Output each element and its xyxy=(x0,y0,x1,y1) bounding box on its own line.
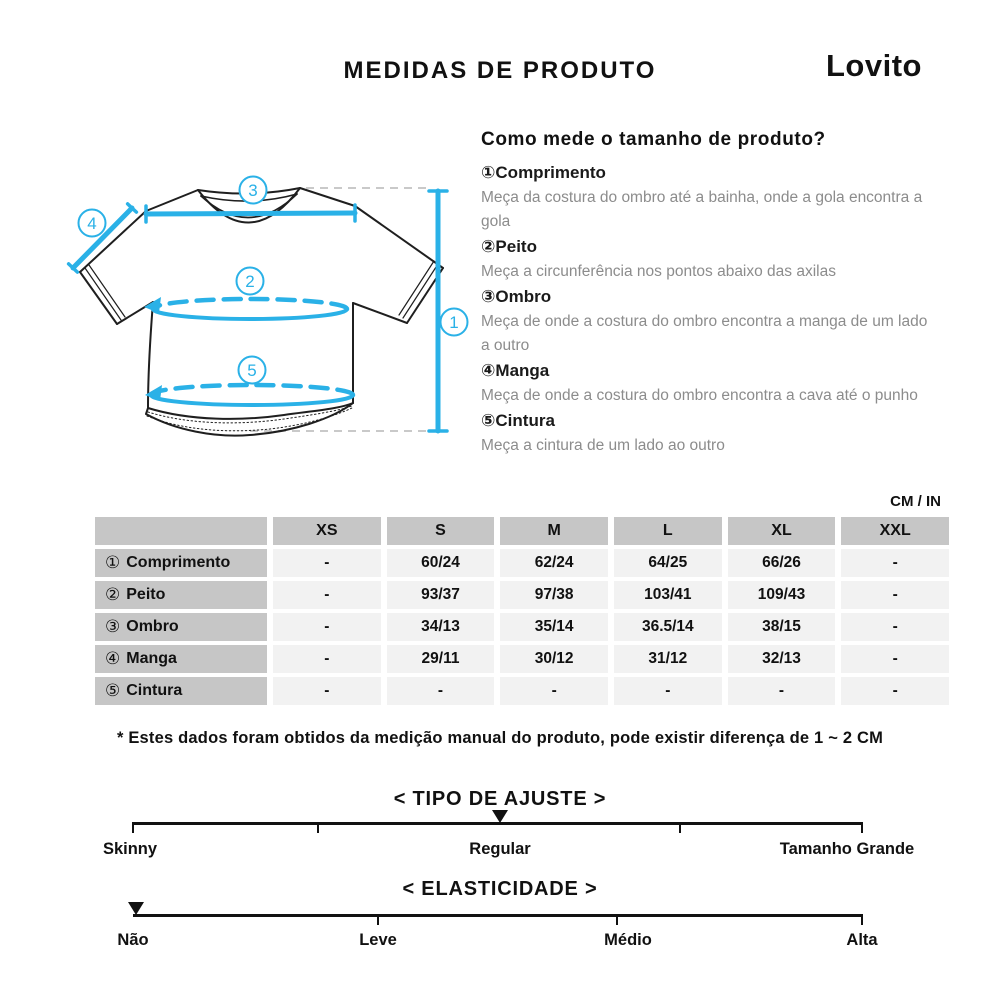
table-cell: 66/26 xyxy=(728,549,836,577)
guide-item-num: ④ xyxy=(481,361,496,380)
fit-type-scale xyxy=(133,822,862,825)
row-label-text: Peito xyxy=(126,586,166,603)
row-label-manga xyxy=(95,645,267,673)
elasticity-label-leve: Leve xyxy=(359,931,397,949)
table-cell: 103/41 xyxy=(614,581,722,609)
scale-tick xyxy=(616,914,618,925)
row-label-text: Comprimento xyxy=(126,554,231,571)
guide-item-num: ② xyxy=(481,237,496,256)
fit-label-skinny: Skinny xyxy=(102,840,158,858)
fit-label-regular: Regular xyxy=(469,840,531,858)
table-cell: 36.5/14 xyxy=(614,613,722,641)
page-title: MEDIDAS DE PRODUTO xyxy=(343,57,657,84)
guide-item-name: Ombro xyxy=(495,287,552,306)
col-header-s: S xyxy=(387,517,495,545)
table-cell: - xyxy=(728,677,836,705)
table-cell: 64/25 xyxy=(614,549,722,577)
guide-item-name: Manga xyxy=(495,361,550,380)
row-label-comprimento xyxy=(95,549,267,577)
table-cell: - xyxy=(614,677,722,705)
measurement-marks xyxy=(69,191,447,431)
row-label-text: Manga xyxy=(126,650,177,667)
guide-item-num: ③ xyxy=(481,287,496,306)
guide-item-name: Cintura xyxy=(495,411,555,430)
scale-tick xyxy=(861,914,863,925)
elasticity-label-alta: Alta xyxy=(846,931,878,949)
measure-badge-5: 5 xyxy=(247,361,257,380)
table-cell: - xyxy=(387,677,495,705)
table-cell: - xyxy=(841,677,949,705)
table-cell: - xyxy=(273,549,381,577)
fit-label-tamanho-grande: Tamanho Grande xyxy=(779,840,915,858)
scale-tick xyxy=(317,822,319,833)
elasticity-marker xyxy=(128,902,144,915)
guide-heading: Como mede o tamanho de produto? xyxy=(481,129,826,150)
table-cell: 35/14 xyxy=(500,613,608,641)
measure-badge-3: 3 xyxy=(248,181,258,200)
guide-item-ombro xyxy=(481,284,940,358)
table-cell: - xyxy=(841,613,949,641)
table-cell: 60/24 xyxy=(387,549,495,577)
table-cell: 29/11 xyxy=(387,645,495,673)
scale-tick xyxy=(861,822,863,833)
table-cell: 30/12 xyxy=(500,645,608,673)
row-num: ⑤ xyxy=(105,681,121,700)
row-label-ombro xyxy=(95,613,267,641)
table-cell: 109/43 xyxy=(728,581,836,609)
col-header-xxl: XXL xyxy=(841,517,949,545)
table-cell: - xyxy=(841,645,949,673)
measurement-note: * Estes dados foram obtidos da medição manual do produto, pode existir diferença de 1 ~ 2 CM xyxy=(116,729,884,747)
table-cell: - xyxy=(273,613,381,641)
guide-item-num: ① xyxy=(481,163,496,182)
guide-item-cintura xyxy=(481,408,940,458)
guide-item-desc: Meça da costura do ombro até a bainha, onde a gola encontra a gola xyxy=(481,189,923,230)
elasticity-label-medio: Médio xyxy=(604,931,652,949)
tshirt-outline xyxy=(80,188,443,436)
table-cell: - xyxy=(273,581,381,609)
row-label-text: Ombro xyxy=(126,618,179,635)
table-cell: 38/15 xyxy=(728,613,836,641)
unit-label: CM / IN xyxy=(890,493,941,510)
measure-guide xyxy=(481,129,940,458)
row-num: ① xyxy=(105,553,121,572)
table-cell: - xyxy=(841,549,949,577)
guide-item-comprimento xyxy=(481,160,940,234)
measure-badge-2: 2 xyxy=(245,272,255,291)
measure-badge-4: 4 xyxy=(87,214,97,233)
scale-tick xyxy=(132,822,134,833)
chest-measure-ellipse xyxy=(153,309,347,319)
scale-tick xyxy=(679,822,681,833)
guide-item-manga xyxy=(481,358,940,408)
table-cell: - xyxy=(500,677,608,705)
col-header-l: L xyxy=(614,517,722,545)
row-label-text: Cintura xyxy=(126,682,183,699)
scale-tick xyxy=(377,914,379,925)
table-cell: 31/12 xyxy=(614,645,722,673)
table-cell: - xyxy=(273,645,381,673)
measure-badge-1: 1 xyxy=(449,313,459,332)
col-header-xl: XL xyxy=(728,517,836,545)
col-header-m: M xyxy=(500,517,608,545)
table-cell: - xyxy=(841,581,949,609)
guide-item-desc: Meça a cintura de um lado ao outro xyxy=(481,437,725,454)
table-corner-cell xyxy=(95,517,267,545)
guide-item-desc: Meça de onde a costura do ombro encontra a manga de um lado a outro xyxy=(481,313,928,354)
row-num: ③ xyxy=(105,617,121,636)
guide-item-desc: Meça de onde a costura do ombro encontra a cava até o punho xyxy=(481,387,918,404)
table-cell: - xyxy=(273,677,381,705)
elasticity-scale xyxy=(133,914,862,917)
guide-item-desc: Meça a circunferência nos pontos abaixo das axilas xyxy=(481,263,836,280)
guide-item-name: Peito xyxy=(495,237,537,256)
table-cell: 32/13 xyxy=(728,645,836,673)
fit-type-title: < TIPO DE AJUSTE > xyxy=(393,788,607,810)
table-cell: 97/38 xyxy=(500,581,608,609)
table-cell: 34/13 xyxy=(387,613,495,641)
row-num: ④ xyxy=(105,649,121,668)
guide-item-peito xyxy=(481,234,940,284)
elasticity-label-nao: Não xyxy=(117,931,149,949)
waist-measure-ellipse xyxy=(151,395,353,405)
col-header-xs: XS xyxy=(273,517,381,545)
measure-number-badges xyxy=(79,177,468,384)
row-label-cintura xyxy=(95,677,267,705)
fit-type-marker xyxy=(492,810,508,823)
shoulder-measure-line xyxy=(146,213,355,214)
row-num: ② xyxy=(105,585,121,604)
brand-logo: Lovito xyxy=(826,48,922,83)
elasticity-title: < ELASTICIDADE > xyxy=(402,878,598,900)
size-table xyxy=(95,517,949,705)
guide-item-name: Comprimento xyxy=(495,163,606,182)
table-cell: 62/24 xyxy=(500,549,608,577)
tshirt-measurement-diagram xyxy=(60,150,480,450)
guide-item-num: ⑤ xyxy=(481,411,496,430)
row-label-peito xyxy=(95,581,267,609)
tshirt-diagram-svg xyxy=(60,150,480,450)
table-cell: 93/37 xyxy=(387,581,495,609)
